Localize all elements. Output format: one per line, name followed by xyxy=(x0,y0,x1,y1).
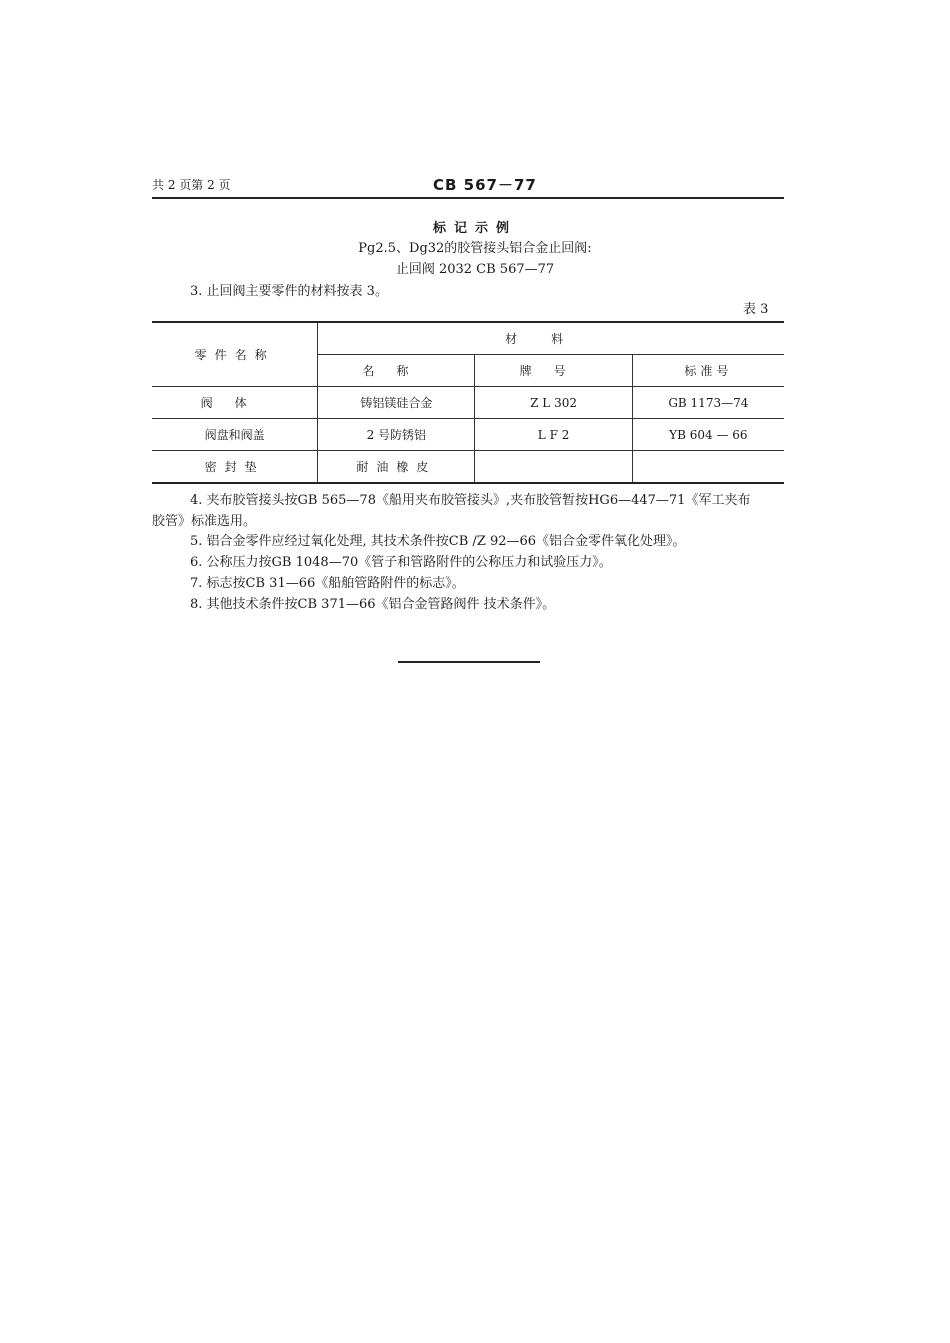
clause-5: 5. 铝合金零件应经过氧化处理, 其技术条件按CB /Z 92—66《铝合金零件氧化处理》。 xyxy=(190,534,686,549)
header-material: 材料 xyxy=(318,322,784,355)
cell-material: 铸铝镁硅合金 xyxy=(318,387,475,419)
cell-grade: Z L 302 xyxy=(475,387,632,419)
clause-8: 8. 其他技术条件按CB 371—66《铝合金管路阀件 技术条件》。 xyxy=(190,597,556,612)
table-header-row xyxy=(152,322,784,355)
marking-example-line: Pg2.5、Dg32的胶管接头铝合金止回阀: xyxy=(358,241,592,256)
cell-part: 阀盘和阀盖 xyxy=(152,419,318,451)
marking-example-heading: 标记示例 xyxy=(432,221,517,236)
subheader-standard: 标准号 xyxy=(632,355,784,387)
subheader-name: 名称 xyxy=(318,355,475,387)
cell-part: 阀体 xyxy=(152,387,318,419)
table-caption: 表 3 xyxy=(743,302,769,317)
cell-standard xyxy=(632,451,784,484)
clause-3: 3. 止回阀主要零件的材料按表 3。 xyxy=(190,284,388,299)
cell-part: 密封垫 xyxy=(152,451,318,484)
cell-grade: L F 2 xyxy=(475,419,632,451)
cell-material: 耐油橡皮 xyxy=(318,451,475,484)
subheader-grade: 牌号 xyxy=(475,355,632,387)
materials-table xyxy=(152,321,784,484)
clause-7: 7. 标志按CB 31—66《船舶管路附件的标志》。 xyxy=(190,576,465,591)
table-row xyxy=(152,419,784,451)
standard-code: CB 567－77 xyxy=(433,176,537,194)
table-row xyxy=(152,451,784,484)
page-info: 共 2 页第 2 页 xyxy=(152,178,231,192)
cell-material: 2 号防锈铝 xyxy=(318,419,475,451)
table-row xyxy=(152,387,784,419)
header-part-name: 零件名称 xyxy=(152,322,318,387)
clause-4-continuation: 胶管》标准选用。 xyxy=(152,514,257,529)
cell-standard: GB 1173—74 xyxy=(632,387,784,419)
header-divider xyxy=(152,197,784,199)
end-divider xyxy=(398,661,540,663)
clause-6: 6. 公称压力按GB 1048—70《管子和管路附件的公称压力和试验压力》。 xyxy=(190,555,612,570)
clause-4: 4. 夹布胶管接头按GB 565—78《船用夹布胶管接头》,夹布胶管暂按HG6—447—71《军工夹布 xyxy=(190,493,751,508)
marking-example-designation: 止回阀 2032 CB 567—77 xyxy=(395,262,555,277)
cell-standard: YB 604 — 66 xyxy=(632,419,784,451)
cell-grade xyxy=(475,451,632,484)
